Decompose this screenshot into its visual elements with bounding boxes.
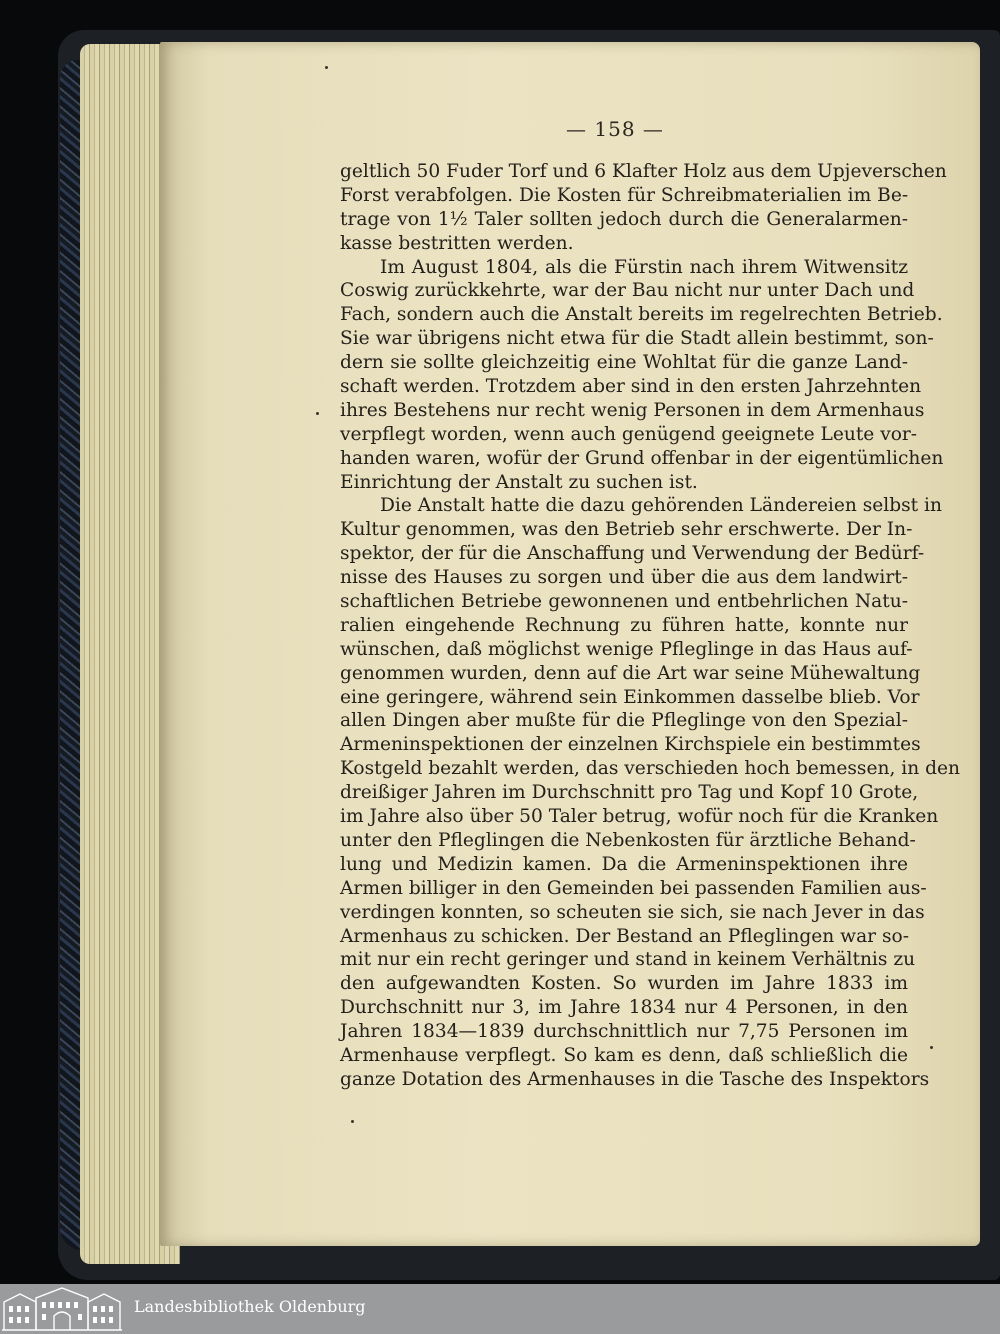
text-line: handen waren, wofür der Grund offenbar in der eigentümlichen: [340, 447, 944, 469]
text-line: Kostgeld bezahlt werden, das verschieden hoch bemessen, in den: [340, 758, 960, 780]
text-line: eine geringere, während sein Einkommen dasselbe blieb. Vor: [340, 686, 920, 708]
text-line: im Jahre also über 50 Taler betrug, wofür noch für die Kranken: [340, 806, 939, 828]
paper-speck: [351, 1120, 354, 1123]
text-line: geltlich 50 Fuder Torf und 6 Klafter Holz aus dem Upjeverschen: [340, 161, 947, 182]
library-building-icon: [0, 1284, 124, 1334]
text-line: dreißiger Jahren im Durchschnitt pro Tag und Kopf 10 Grote,: [340, 782, 919, 804]
text-line: Einrichtung der Anstalt zu suchen ist.: [340, 471, 698, 493]
paper-speck: [930, 1046, 933, 1049]
text-line: Armeninspektionen der einzelnen Kirchspiele ein bestimmtes: [340, 734, 921, 756]
text-line: spektor, der für die Anschaffung und Verwendung der Bedürf-: [340, 543, 925, 565]
body-text: [340, 160, 960, 1092]
text-line: ihres Bestehens nur recht wenig Personen in dem Armenhaus: [340, 399, 925, 421]
text-line: Sie war übrigens nicht etwa für die Stadt allein bestimmt, son-: [340, 328, 934, 350]
text-line: genommen wurden, denn auf die Art war seine Mühewaltung: [340, 662, 921, 684]
text-line: schaftlichen Betriebe gewonnenen und entbehrlichen Natu-: [340, 591, 908, 613]
text-line: dern sie sollte gleichzeitig eine Wohltat für die ganze Land-: [340, 352, 908, 374]
library-footer-bar: [0, 1284, 1000, 1334]
paper-speck: [325, 66, 328, 69]
text-line: unter den Pfleglingen die Nebenkosten für ärztliche Behand-: [340, 829, 916, 851]
text-line: mit nur ein recht geringer und stand in keinem Verhältnis zu: [340, 949, 916, 971]
text-line: Armen billiger in den Gemeinden bei passenden Familien aus-: [340, 877, 927, 899]
text-line: kasse bestritten werden.: [340, 232, 574, 254]
text-line: wünschen, daß möglichst wenige Pfleglinge in das Haus auf-: [340, 638, 913, 660]
text-line: Coswig zurückkehrte, war der Bau nicht nur unter Dach und: [340, 280, 915, 302]
text-line: ganze Dotation des Armenhauses in die Tasche des Inspektors: [340, 1068, 930, 1090]
paper-speck: [316, 412, 319, 415]
page-number: — 158 —: [566, 117, 664, 141]
text-line: Durchschnitt nur 3, im Jahre 1834 nur 4 Personen, in den: [340, 997, 908, 1019]
text-line: verpflegt worden, wenn auch genügend geeignete Leute vor-: [340, 423, 918, 445]
text-line: ralien eingehende Rechnung zu führen hatte, konnte nur: [340, 614, 908, 636]
text-line: Kultur genommen, was den Betrieb sehr erschwerte. Der In-: [340, 519, 913, 541]
text-line: allen Dingen aber mußte für die Pfleglinge von den Spezial-: [340, 710, 908, 732]
text-line: lung und Medizin kamen. Da die Armeninspektionen ihre: [340, 853, 908, 875]
text-line: nisse des Hauses zu sorgen und über die aus dem landwirt-: [340, 567, 908, 589]
text-line: Fach, sondern auch die Anstalt bereits im regelrechten Betrieb.: [340, 304, 943, 326]
text-line: schaft werden. Trotzdem aber sind in den ersten Jahrzehnten: [340, 376, 922, 398]
text-line: Im August 1804, als die Fürstin nach ihrem Witwensitz: [380, 256, 908, 278]
text-line: verdingen konnten, so scheuten sie sich, sie nach Jever in das: [340, 901, 925, 923]
text-line: Armenhaus zu schicken. Der Bestand an Pfleglingen war so-: [340, 925, 909, 947]
library-name: Landesbibliothek Oldenburg: [134, 1297, 366, 1316]
text-line: den aufgewandten Kosten. So wurden im Jahre 1833 im: [340, 973, 908, 995]
text-line: Jahren 1834—1839 durchschnittlich nur 7,75 Personen im: [340, 1021, 908, 1043]
text-line: Forst verabfolgen. Die Kosten für Schreibmaterialien im Be-: [340, 184, 909, 206]
text-line: Die Anstalt hatte die dazu gehörenden Ländereien selbst in: [380, 495, 942, 517]
text-line: trage von 1½ Taler sollten jedoch durch die Generalarmen-: [340, 208, 908, 230]
text-line: Armenhause verpflegt. So kam es denn, daß schließlich die: [340, 1044, 908, 1066]
